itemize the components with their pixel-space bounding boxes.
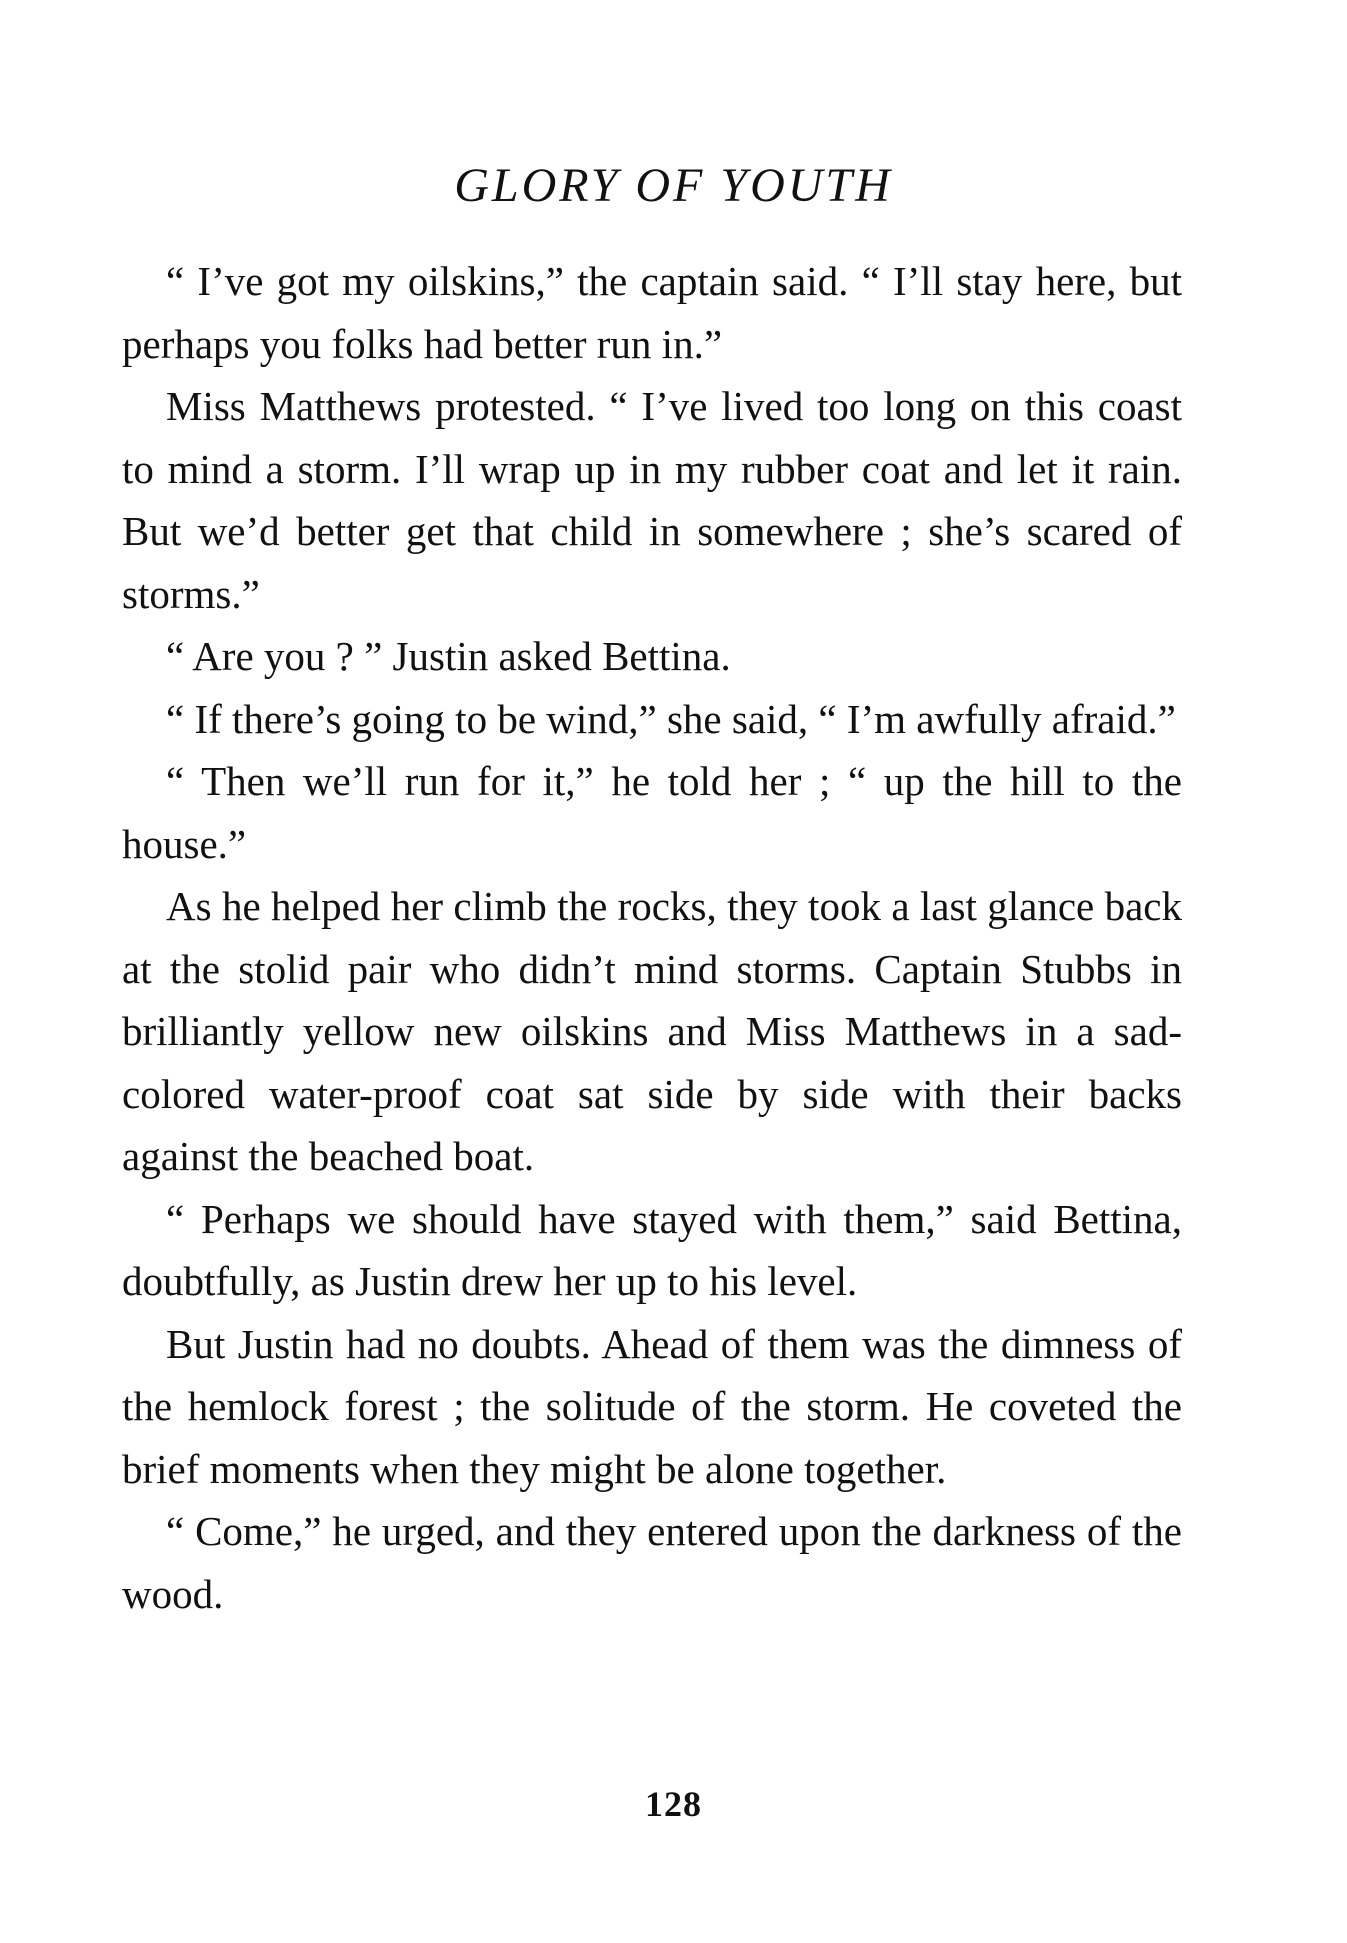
- paragraph: But Justin had no doubts. Ahead of them was the dimness of the hemlock forest ; the solitude of the storm. He coveted the brief moments when they might be alone together.: [122, 1320, 1182, 1492]
- paragraph: “ Come,” he urged, and they entered upon the darkness of the wood.: [122, 1508, 1182, 1617]
- body-text: [122, 250, 1182, 1625]
- paragraph: “ Perhaps we should have stayed with them,” said Bettina, doubtfully, as Justin drew her up to his level.: [122, 1195, 1182, 1304]
- paragraph: “ Are you ? ” Justin asked Bettina.: [166, 633, 731, 679]
- page-number: 128: [645, 1784, 702, 1824]
- paragraph: “ If there’s going to be wind,” she said, “ I’m awfully afraid.”: [166, 695, 1176, 742]
- paragraph: As he helped her climb the rocks, they took a last glance back at the stolid pair who didn’t mind storms. Captain Stubbs in brilliantly yellow new oilskins and Miss Matthews in a sad-colored water-proof coat sat side by side with their backs against the beached boat.: [122, 883, 1182, 1179]
- paragraph: “ Then we’ll run for it,” he told her ; “ up the hill to the house.”: [122, 758, 1182, 867]
- running-head: GLORY OF YOUTH: [454, 159, 893, 212]
- paragraph: “ I’ve got my oilskins,” the captain said. “ I’ll stay here, but perhaps you folks had better run in.”: [122, 258, 1182, 367]
- paragraph: Miss Matthews protested. “ I’ve lived too long on this coast to mind a storm. I’ll wrap up in my rubber coat and let it rain. But we’d better get that child in somewhere ; she’s scared of storms.”: [122, 383, 1182, 617]
